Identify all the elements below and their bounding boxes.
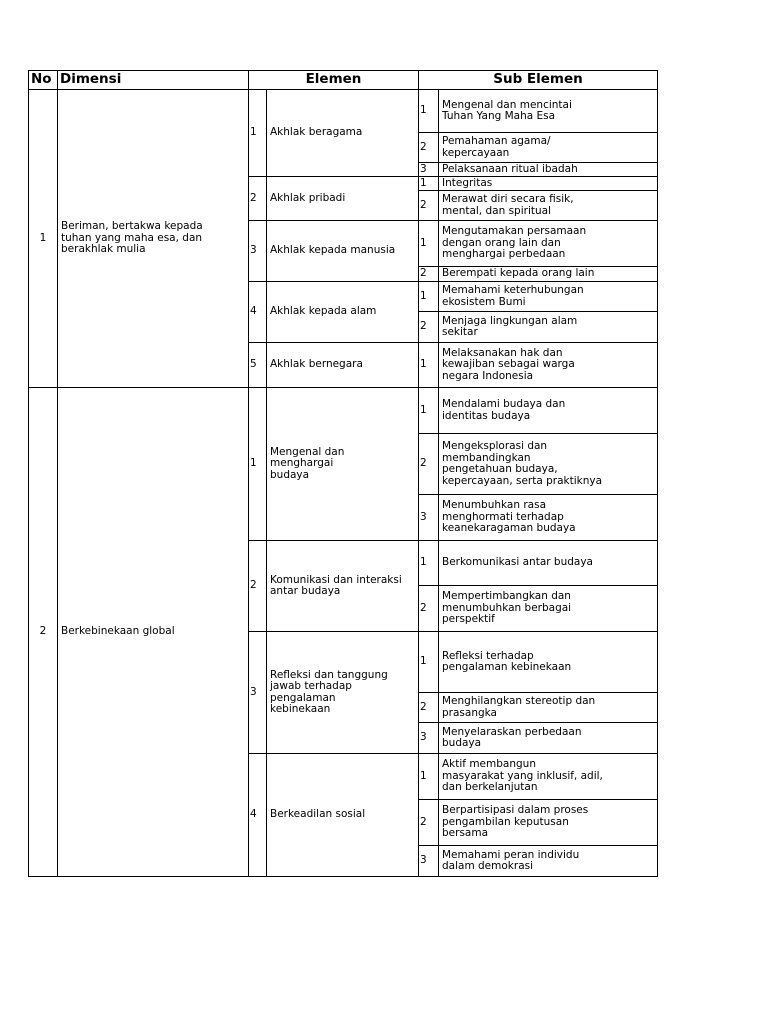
dimension-number: 1 xyxy=(29,90,58,388)
dimension-cell xyxy=(58,90,249,388)
element-cell xyxy=(267,388,419,541)
sub-element-label: Mendalami budaya dan identitas budaya xyxy=(442,398,566,422)
sub-element-label: Menyelaraskan perbedaan budaya xyxy=(442,725,582,749)
dimension-label: Berkebinekaan global xyxy=(61,625,175,638)
sub-element-cell xyxy=(439,221,658,267)
element-cell xyxy=(267,90,419,177)
table-row xyxy=(29,388,658,434)
sub-element-number: 3 xyxy=(419,495,439,541)
element-number: 3 xyxy=(249,221,267,282)
sub-element-number: 2 xyxy=(419,133,439,163)
sub-element-label: Merawat diri secara fisik, mental, dan spiritual xyxy=(442,193,574,217)
sub-element-label: Pelaksanaan ritual ibadah xyxy=(442,162,578,175)
sub-element-cell xyxy=(439,267,658,282)
sub-element-label: Memahami peran individu dalam demokrasi xyxy=(442,848,580,872)
dimension-number: 2 xyxy=(29,388,58,877)
sub-element-label: Menghilangkan stereotip dan prasangka xyxy=(442,695,596,719)
header-dimensi: Dimensi xyxy=(58,71,249,90)
sub-element-number: 1 xyxy=(419,90,439,133)
sub-element-label: Memahami keterhubungan ekosistem Bumi xyxy=(442,284,584,308)
element-label: Mengenal dan menghargai budaya xyxy=(270,445,345,481)
sub-element-number: 2 xyxy=(419,434,439,495)
element-cell xyxy=(267,221,419,282)
spreadsheet-sheet xyxy=(28,70,657,877)
header-sub-elemen: Sub Elemen xyxy=(419,71,658,90)
sub-element-number: 2 xyxy=(419,586,439,632)
sub-element-number: 1 xyxy=(419,177,439,191)
header-row xyxy=(29,71,658,90)
sub-element-label: Aktif membangun masyarakat yang inklusif, adil, dan berkelanjutan xyxy=(442,758,603,794)
element-cell xyxy=(267,632,419,754)
sub-element-cell xyxy=(439,133,658,163)
sub-element-label: Berkomunikasi antar budaya xyxy=(442,556,593,569)
sub-element-cell xyxy=(439,800,658,846)
sub-element-cell xyxy=(439,846,658,877)
sub-element-number: 1 xyxy=(419,632,439,693)
sub-element-cell xyxy=(439,495,658,541)
element-cell xyxy=(267,343,419,388)
element-label: Akhlak bernegara xyxy=(270,358,363,371)
dimension-table xyxy=(28,70,658,877)
sub-element-cell xyxy=(439,388,658,434)
sub-element-cell xyxy=(439,632,658,693)
sub-element-cell xyxy=(439,541,658,586)
sub-element-label: Refleksi terhadap pengalaman kebinekaan xyxy=(442,649,572,673)
sub-element-cell xyxy=(439,434,658,495)
table-body xyxy=(29,90,658,877)
sub-element-number: 2 xyxy=(419,800,439,846)
element-label: Akhlak beragama xyxy=(270,126,363,139)
sub-element-cell xyxy=(439,586,658,632)
sub-element-cell xyxy=(439,90,658,133)
dimension-cell xyxy=(58,388,249,877)
sub-element-cell xyxy=(439,343,658,388)
element-cell xyxy=(267,177,419,221)
element-number: 4 xyxy=(249,282,267,343)
dimension-label: Beriman, bertakwa kepada tuhan yang maha esa, dan berakhlak mulia xyxy=(61,220,203,256)
sub-element-cell xyxy=(439,163,658,177)
sub-element-label: Berempati kepada orang lain xyxy=(442,267,595,280)
sub-element-number: 1 xyxy=(419,541,439,586)
element-number: 2 xyxy=(249,541,267,632)
element-label: Akhlak kepada alam xyxy=(270,305,377,318)
sub-element-number: 2 xyxy=(419,693,439,723)
sub-element-label: Mengutamakan persamaan dengan orang lain dan menghargai perbedaan xyxy=(442,225,587,261)
sub-element-number: 1 xyxy=(419,754,439,800)
element-number: 3 xyxy=(249,632,267,754)
element-number: 1 xyxy=(249,388,267,541)
sub-element-number: 1 xyxy=(419,282,439,312)
sub-element-number: 1 xyxy=(419,221,439,267)
sub-element-label: Mengeksplorasi dan membandingkan pengetahuan budaya, kepercayaan, serta praktiknya xyxy=(442,440,603,487)
header-elemen: Elemen xyxy=(249,71,419,90)
sub-element-number: 1 xyxy=(419,343,439,388)
sub-element-label: Integritas xyxy=(442,176,493,189)
sub-element-label: Mempertimbangkan dan menumbuhkan berbagai perspektif xyxy=(442,590,572,626)
sub-element-label: Menumbuhkan rasa menghormati terhadap keanekaragaman budaya xyxy=(442,499,576,535)
sub-element-cell xyxy=(439,282,658,312)
element-label: Akhlak pribadi xyxy=(270,191,346,204)
element-label: Akhlak kepada manusia xyxy=(270,244,396,257)
sub-element-cell xyxy=(439,693,658,723)
sub-element-number: 3 xyxy=(419,163,439,177)
sub-element-label: Berpartisipasi dalam proses pengambilan keputusan bersama xyxy=(442,804,589,840)
table-row xyxy=(29,90,658,133)
sub-element-number: 1 xyxy=(419,388,439,434)
sub-element-number: 3 xyxy=(419,846,439,877)
element-number: 2 xyxy=(249,177,267,221)
sub-element-number: 2 xyxy=(419,191,439,221)
sub-element-cell xyxy=(439,723,658,754)
element-label: Refleksi dan tanggung jawab terhadap pengalaman kebinekaan xyxy=(270,668,388,715)
element-number: 1 xyxy=(249,90,267,177)
element-cell xyxy=(267,754,419,877)
element-number: 5 xyxy=(249,343,267,388)
sub-element-number: 3 xyxy=(419,723,439,754)
header-no: No xyxy=(29,71,58,90)
sub-element-number: 2 xyxy=(419,267,439,282)
sub-element-cell xyxy=(439,312,658,343)
sub-element-label: Menjaga lingkungan alam sekitar xyxy=(442,314,578,338)
element-cell xyxy=(267,541,419,632)
element-label: Berkeadilan sosial xyxy=(270,808,366,821)
sub-element-label: Pemahaman agama/ kepercayaan xyxy=(442,135,551,159)
sub-element-cell xyxy=(439,754,658,800)
sub-element-number: 2 xyxy=(419,312,439,343)
element-number: 4 xyxy=(249,754,267,877)
sub-element-cell xyxy=(439,177,658,191)
element-cell xyxy=(267,282,419,343)
sub-element-label: Mengenal dan mencintai Tuhan Yang Maha Esa xyxy=(442,98,572,122)
sub-element-label: Melaksanakan hak dan kewajiban sebagai warga negara Indonesia xyxy=(442,346,575,382)
element-label: Komunikasi dan interaksi antar budaya xyxy=(270,573,402,597)
sub-element-cell xyxy=(439,191,658,221)
